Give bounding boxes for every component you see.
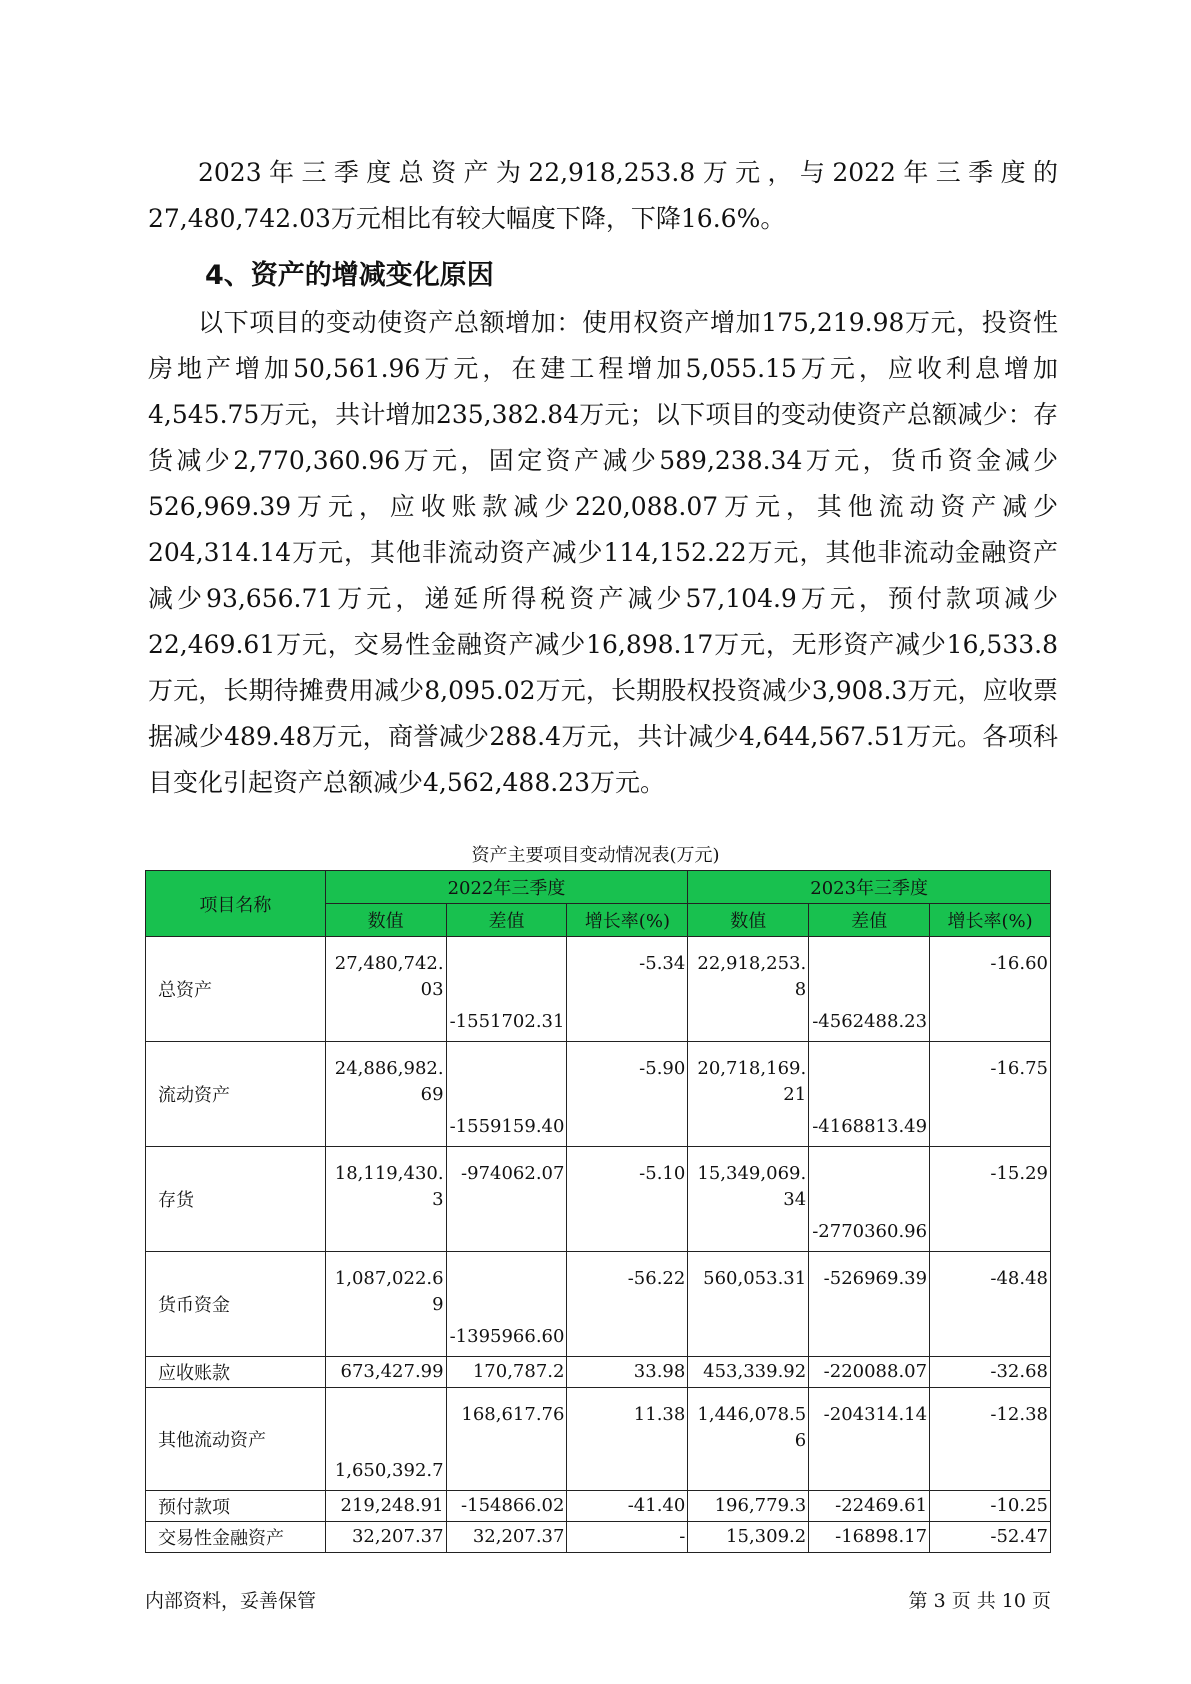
header-value: 数值	[325, 904, 446, 937]
cell-diff: -4562488.23	[809, 937, 930, 1042]
cell-value: 673,427.99	[325, 1357, 446, 1388]
row-name: 流动资产	[146, 1042, 326, 1147]
cell-value: 1,650,392.7	[325, 1388, 446, 1491]
cell-value: 27,480,742.03	[325, 937, 446, 1042]
cell-value: 453,339.92	[688, 1357, 809, 1388]
footer-confidential-note: 内部资料，妥善保管	[145, 1590, 317, 1612]
cell-value: 15,309.2	[688, 1522, 809, 1553]
table-caption: 资产主要项目变动情况表(万元)	[471, 845, 720, 866]
header-period-2023: 2023年三季度	[688, 871, 1051, 904]
cell-diff: -154866.02	[446, 1491, 567, 1522]
cell-diff: -2770360.96	[809, 1147, 930, 1252]
cell-diff: -974062.07	[446, 1147, 567, 1252]
cell-value: 1,087,022.69	[325, 1252, 446, 1357]
cell-diff: -220088.07	[809, 1357, 930, 1388]
table-row	[146, 1491, 1051, 1522]
cell-rate: -10.25	[930, 1491, 1051, 1522]
cell-value: 24,886,982.69	[325, 1042, 446, 1147]
header-rate: 增长率(%)	[567, 904, 688, 937]
cell-diff: -204314.14	[809, 1388, 930, 1491]
cell-diff: -16898.17	[809, 1522, 930, 1553]
header-item-name: 项目名称	[146, 871, 326, 937]
row-name: 存货	[146, 1147, 326, 1252]
cell-value: 560,053.31	[688, 1252, 809, 1357]
cell-diff: -1559159.40	[446, 1042, 567, 1147]
row-name: 总资产	[146, 937, 326, 1042]
cell-value: 196,779.3	[688, 1491, 809, 1522]
header-period-2022: 2022年三季度	[325, 871, 688, 904]
cell-diff: 170,787.2	[446, 1357, 567, 1388]
cell-value: 32,207.37	[325, 1522, 446, 1553]
cell-diff: 32,207.37	[446, 1522, 567, 1553]
cell-rate: -56.22	[567, 1252, 688, 1357]
cell-rate: -16.60	[930, 937, 1051, 1042]
cell-value: 18,119,430.3	[325, 1147, 446, 1252]
table-row	[146, 1042, 1051, 1147]
assets-change-table	[145, 870, 1051, 1553]
table-row	[146, 937, 1051, 1042]
change-reasons-paragraph: 以下项目的变动使资产总额增加：使用权资产增加175,219.98万元，投资性房地产增加50,561.96万元，在建工程增加5,055.15万元，应收利息增加4,545.75万元，共计增加235,382.84万元；以下项目的变动使资产总额减少：存货减少2,770,360.96万元，固定资产减少589,238.34万元，货币资金减少526,969.39万元，应收账款减少220,088.07万元，其他流动资产减少204,314.14万元，其他非流动资产减少114,152.22万元，其他非流动金融资产减少93,656.71万元，递延所得税资产减少57,104.9万元，预付款项减少22,469.61万元，交易性金融资产减少16,898.17万元，无形资产减少16,533.8万元，长期待摊费用减少8,095.02万元，长期股权投资减少3,908.3万元，应收票据减少489.48万元，商誉减少288.4万元，共计减少4,644,567.51万元。各项科目变化引起资产总额减少4,562,488.23万元。	[148, 308, 1058, 797]
cell-rate: -5.34	[567, 937, 688, 1042]
cell-diff: -22469.61	[809, 1491, 930, 1522]
row-name: 预付款项	[146, 1491, 326, 1522]
table-row	[146, 1252, 1051, 1357]
footer-page-number: 第 3 页 共 10 页	[908, 1590, 1051, 1612]
row-name: 货币资金	[146, 1252, 326, 1357]
cell-value: 1,446,078.56	[688, 1388, 809, 1491]
cell-value: 22,918,253.8	[688, 937, 809, 1042]
cell-diff: -1551702.31	[446, 937, 567, 1042]
header-diff: 差值	[446, 904, 567, 937]
cell-rate: -52.47	[930, 1522, 1051, 1553]
cell-rate: 33.98	[567, 1357, 688, 1388]
cell-rate: 11.38	[567, 1388, 688, 1491]
cell-diff: 168,617.76	[446, 1388, 567, 1491]
cell-diff: -1395966.60	[446, 1252, 567, 1357]
section-heading: 4、资产的增减变化原因	[205, 260, 494, 291]
cell-rate: -12.38	[930, 1388, 1051, 1491]
cell-rate: -32.68	[930, 1357, 1051, 1388]
cell-value: 219,248.91	[325, 1491, 446, 1522]
table-row	[146, 1147, 1051, 1252]
cell-rate: -41.40	[567, 1491, 688, 1522]
cell-rate: -48.48	[930, 1252, 1051, 1357]
cell-rate: -5.90	[567, 1042, 688, 1147]
cell-rate: -5.10	[567, 1147, 688, 1252]
header-rate: 增长率(%)	[930, 904, 1051, 937]
header-value: 数值	[688, 904, 809, 937]
cell-value: 20,718,169.21	[688, 1042, 809, 1147]
row-name: 交易性金融资产	[146, 1522, 326, 1553]
table-row	[146, 1357, 1051, 1388]
row-name: 其他流动资产	[146, 1388, 326, 1491]
cell-diff: -526969.39	[809, 1252, 930, 1357]
cell-rate: -15.29	[930, 1147, 1051, 1252]
row-name: 应收账款	[146, 1357, 326, 1388]
cell-rate: -	[567, 1522, 688, 1553]
cell-value: 15,349,069.34	[688, 1147, 809, 1252]
table-row	[146, 1522, 1051, 1553]
cell-diff: -4168813.49	[809, 1042, 930, 1147]
cell-rate: -16.75	[930, 1042, 1051, 1147]
table-row	[146, 1388, 1051, 1491]
header-diff: 差值	[809, 904, 930, 937]
summary-paragraph: 2023年三季度总资产为22,918,253.8万元，与2022年三季度的27,480,742.03万元相比有较大幅度下降，下降16.6%。	[148, 158, 1058, 233]
